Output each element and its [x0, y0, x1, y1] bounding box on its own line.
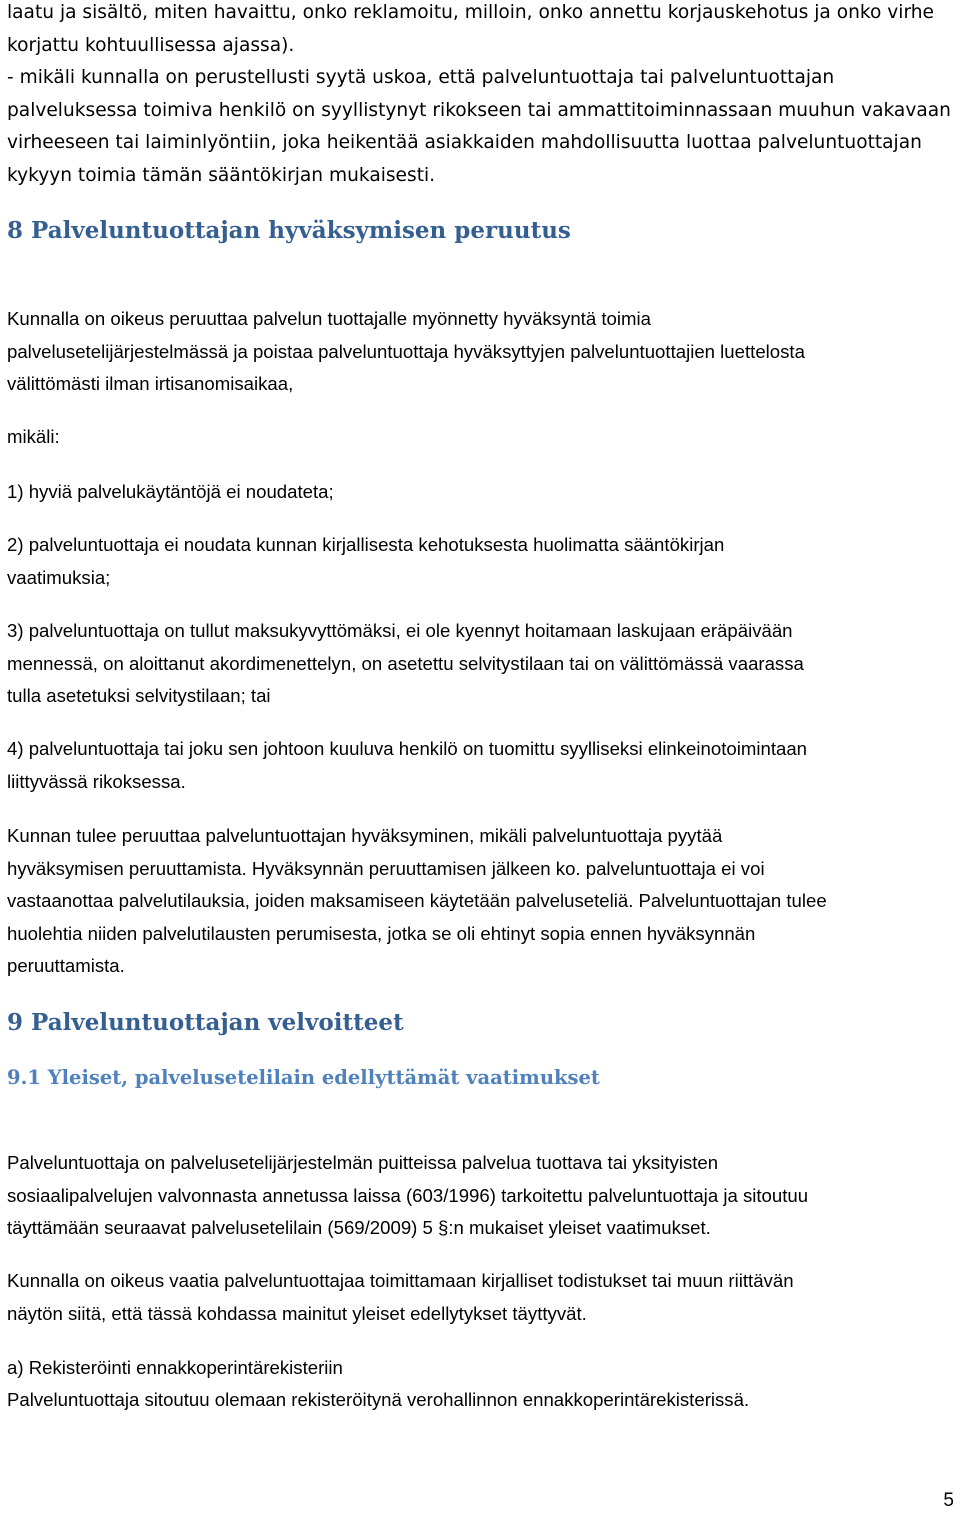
text-line: korjattu kohtuullisessa ajassa).	[7, 34, 295, 56]
item-a-title: a) Rekisteröinti ennakkoperintärekisteriin	[7, 1357, 343, 1378]
text-line: 4) palveluntuottaja tai joku sen johtoon kuuluva henkilö on tuomittu syylliseksi elinkeinotoimintaan	[7, 738, 808, 759]
page-number: 5	[943, 1490, 954, 1511]
text-line: palvelusetelijärjestelmässä ja poistaa palveluntuottaja hyväksyttyjen palveluntuottajien luettelosta	[7, 340, 805, 362]
text-line: virheeseen tai laiminlyöntiin, joka heikentää asiakkaiden mahdollisuutta luottaa palveluntuottajan	[7, 132, 922, 154]
text-line: hyväksymisen peruuttamista. Hyväksynnän peruuttamisen jälkeen ko. palveluntuottaja ei voi	[7, 857, 765, 879]
item-a-text: Palveluntuottaja sitoutuu olemaan rekisteröitynä verohallinnon ennakkoperintärekisterissä.	[7, 1389, 750, 1410]
text-line: Kunnalla on oikeus peruuttaa palvelun tuottajalle myönnetty hyväksyntä toimia	[7, 308, 651, 329]
text-line: Palveluntuottaja on palvelusetelijärjestelmän puitteissa palvelua tuottava tai yksityisten	[7, 1152, 719, 1173]
text-line: huolehtia niiden palvelutilausten perumisesta, jotka se oli ehtinyt sopia ennen hyväksynnän	[7, 922, 756, 944]
text-line: vaatimuksia;	[7, 566, 111, 588]
section-8-paragraph-1	[7, 303, 805, 401]
section-8-paragraph-2	[7, 820, 827, 983]
text-line: 3) palveluntuottaja on tullut maksukyvyttömäksi, ei ole kyennyt hoitamaan laskujaan eräpäivään	[7, 620, 793, 641]
list-item-2	[7, 529, 724, 594]
text-line: kykyyn toimia tämän sääntökirjan mukaisesti.	[7, 164, 436, 186]
text-line: täyttämään seuraavat palvelusetelilain (569/2009) 5 §:n mukaiset yleiset vaatimukset.	[7, 1217, 711, 1239]
text-line: peruuttamista.	[7, 955, 125, 977]
list-item-1: 1) hyviä palvelukäytäntöjä ei noudateta;	[7, 481, 334, 502]
text-line: palveluksessa toimiva henkilö on syyllistynyt rikokseen tai ammattitoiminnassaan muuhun vakavaan	[7, 99, 951, 121]
text-line: sosiaalipalvelujen valvonnasta annetussa laissa (603/1996) tarkoitettu palveluntuottaja ja sitoutuu	[7, 1184, 809, 1206]
list-item-4	[7, 733, 807, 798]
text-line: vastaanottaa palvelutilauksia, joiden maksamiseen käytetään palveluseteliä. Palveluntuottajan tulee	[7, 890, 827, 912]
intro-paragraph	[7, 0, 951, 193]
text-line: näytön siitä, että tässä kohdassa mainitut yleiset edellytykset täyttyvät.	[7, 1302, 587, 1324]
text-line: mennessä, on aloittanut akordimenettelyn, on asetettu selvitystilaan tai on välittömässä vaarassa	[7, 652, 804, 674]
text-line: 2) palveluntuottaja ei noudata kunnan kirjallisesta kehotuksesta huolimatta sääntökirjan	[7, 534, 725, 555]
section-9-paragraph-1	[7, 1147, 808, 1245]
list-item-3	[7, 615, 804, 713]
text-line: Kunnan tulee peruuttaa palveluntuottajan hyväksyminen, mikäli palveluntuottaja pyytää	[7, 825, 723, 846]
text-line: Kunnalla on oikeus vaatia palveluntuottajaa toimittamaan kirjalliset todistukset tai muun riittävän	[7, 1270, 794, 1291]
section-8-heading: 8 Palveluntuottajan hyväksymisen peruutus	[7, 217, 571, 244]
text-line: välittömästi ilman irtisanomisaikaa,	[7, 373, 294, 395]
mikali-label: mikäli:	[7, 426, 60, 447]
text-line: tulla asetetuksi selvitystilaan; tai	[7, 685, 271, 707]
section-9-1-heading: 9.1 Yleiset, palvelusetelilain edellyttämät vaatimukset	[7, 1066, 600, 1089]
text-line: liittyvässä rikoksessa.	[7, 770, 186, 792]
section-9-heading: 9 Palveluntuottajan velvoitteet	[7, 1009, 404, 1036]
text-line: - mikäli kunnalla on perustellusti syytä uskoa, että palveluntuottaja tai palveluntuottajan	[7, 67, 835, 89]
section-9-paragraph-2	[7, 1265, 794, 1330]
text-line: laatu ja sisältö, miten havaittu, onko reklamoitu, milloin, onko annettu korjauskehotus ja onko virhe	[7, 2, 934, 23]
